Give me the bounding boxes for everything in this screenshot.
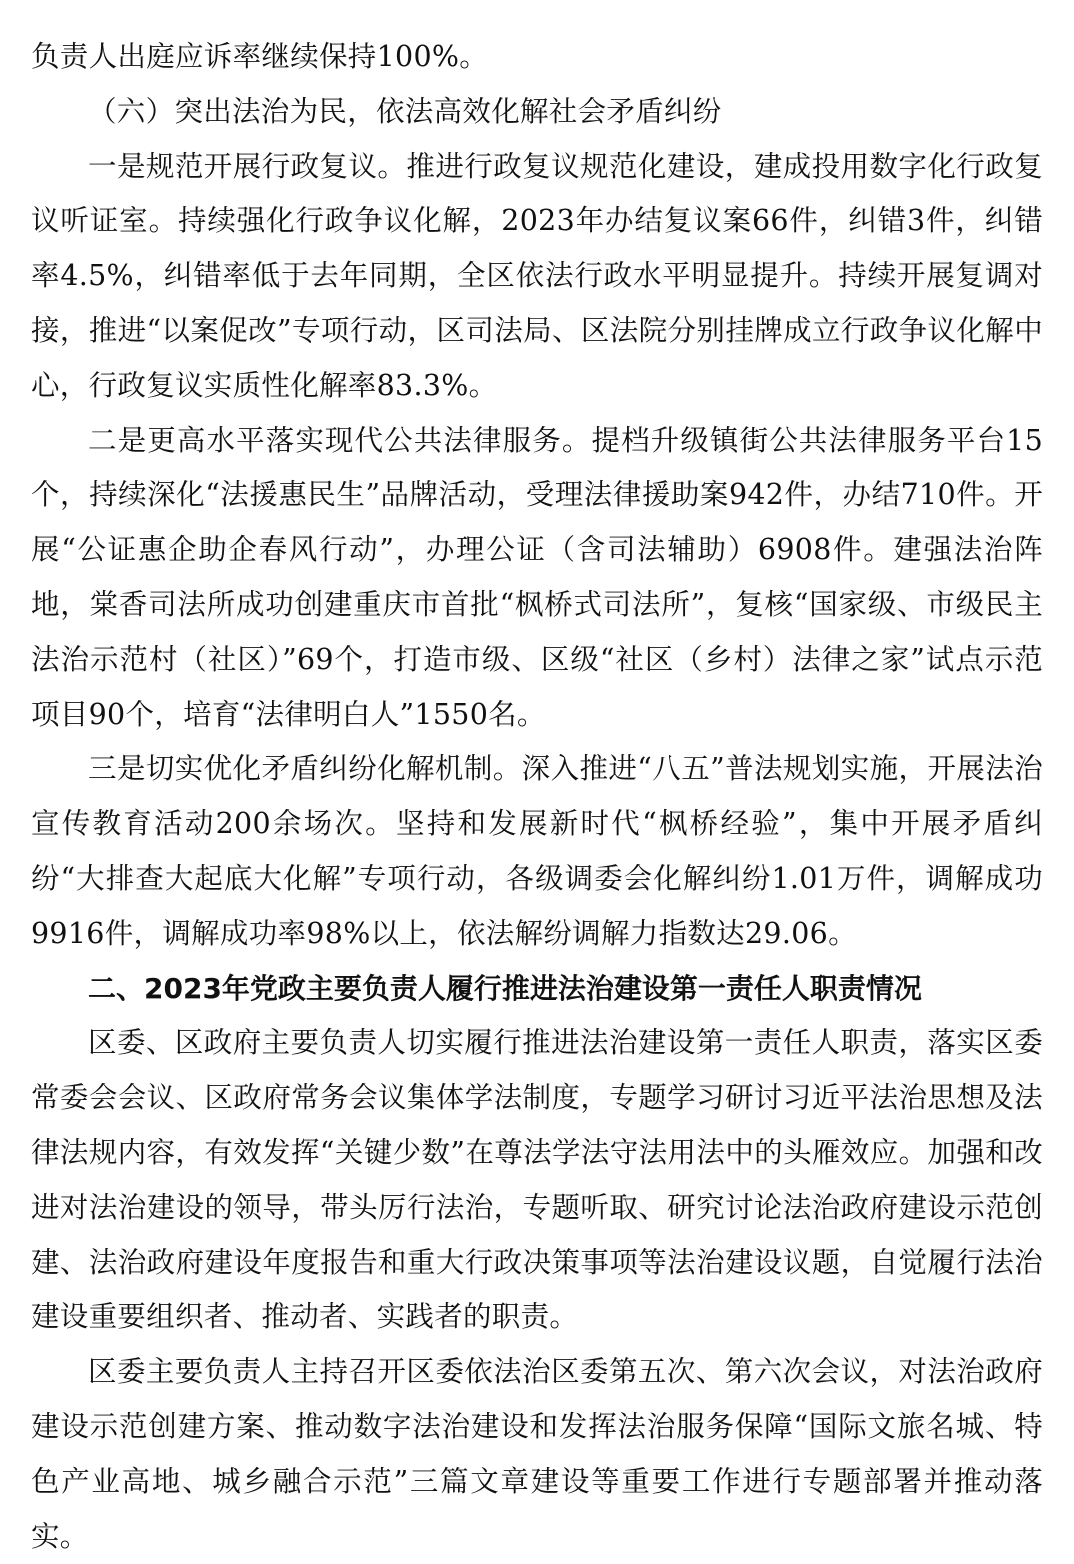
paragraph-legal-services: 二是更高水平落实现代公共法律服务。提档升级镇街公共法律服务平台15个，持续深化“法援惠民生”品牌活动，受理法律援助案942件，办结710件。开展“公证惠企助企春风行动”，办理公证（含司法辅助）6908件。建强法治阵地，棠香司法所成功创建重庆市首批“枫桥式司法所”，复核“国家级、市级民主法治示范村（社区）”69个，打造市级、区级“社区（乡村）法律之家”试点示范项目90个，培育“法律明白人”1550名。 — [31, 423, 1043, 731]
paragraph-continuation: 负责人出庭应诉率继续保持100%。 — [31, 40, 489, 73]
paragraph-administrative-review: 一是规范开展行政复议。推进行政复议规范化建设，建成投用数字化行政复议听证室。持续强化行政争议化解，2023年办结复议案66件，纠错3件，纠错率4.5%，纠错率低于去年同期，全区依法行政水平明显提升。持续开展复调对接，推进“以案促改”专项行动，区司法局、区法院分别挂牌成立行政争议化解中心，行政复议实质性化解率83.3%。 — [31, 149, 1043, 402]
paragraph-dispute-resolution: 三是切实优化矛盾纠纷化解机制。深入推进“八五”普法规划实施，开展法治宣传教育活动200余场次。坚持和发展新时代“枫桥经验”，集中开展矛盾纠纷“大排查大起底大化解”专项行动，各级调委会化解纠纷1.01万件，调解成功9916件，调解成功率98%以上，依法解纷调解力指数达29.06。 — [31, 752, 1043, 950]
paragraph-committee-meetings: 区委主要负责人主持召开区委依法治区委第五次、第六次会议，对法治政府建设示范创建方案、推动数字法治建设和发挥法治服务保障“国际文旅名城、特色产业高地、城乡融合示范”三篇文章建设等重要工作进行专题部署并推动落实。 — [31, 1355, 1043, 1553]
subheading-six: （六）突出法治为民，依法高效化解社会矛盾纠纷 — [88, 94, 722, 128]
document-page — [31, 30, 1043, 1564]
section-heading-two: 二、2023年党政主要负责人履行推进法治建设第一责任人职责情况 — [88, 971, 922, 1005]
paragraph-leadership-duties: 区委、区政府主要负责人切实履行推进法治建设第一责任人职责，落实区委常委会会议、区政府常务会议集体学法制度，专题学习研讨习近平法治思想及法律法规内容，有效发挥“关键少数”在尊法学法守法用法中的头雁效应。加强和改进对法治建设的领导，带头厉行法治，专题听取、研究讨论法治政府建设示范创建、法治政府建设年度报告和重大行政决策事项等法治建设议题，自觉履行法治建设重要组织者、推动者、实践者的职责。 — [31, 1026, 1043, 1334]
